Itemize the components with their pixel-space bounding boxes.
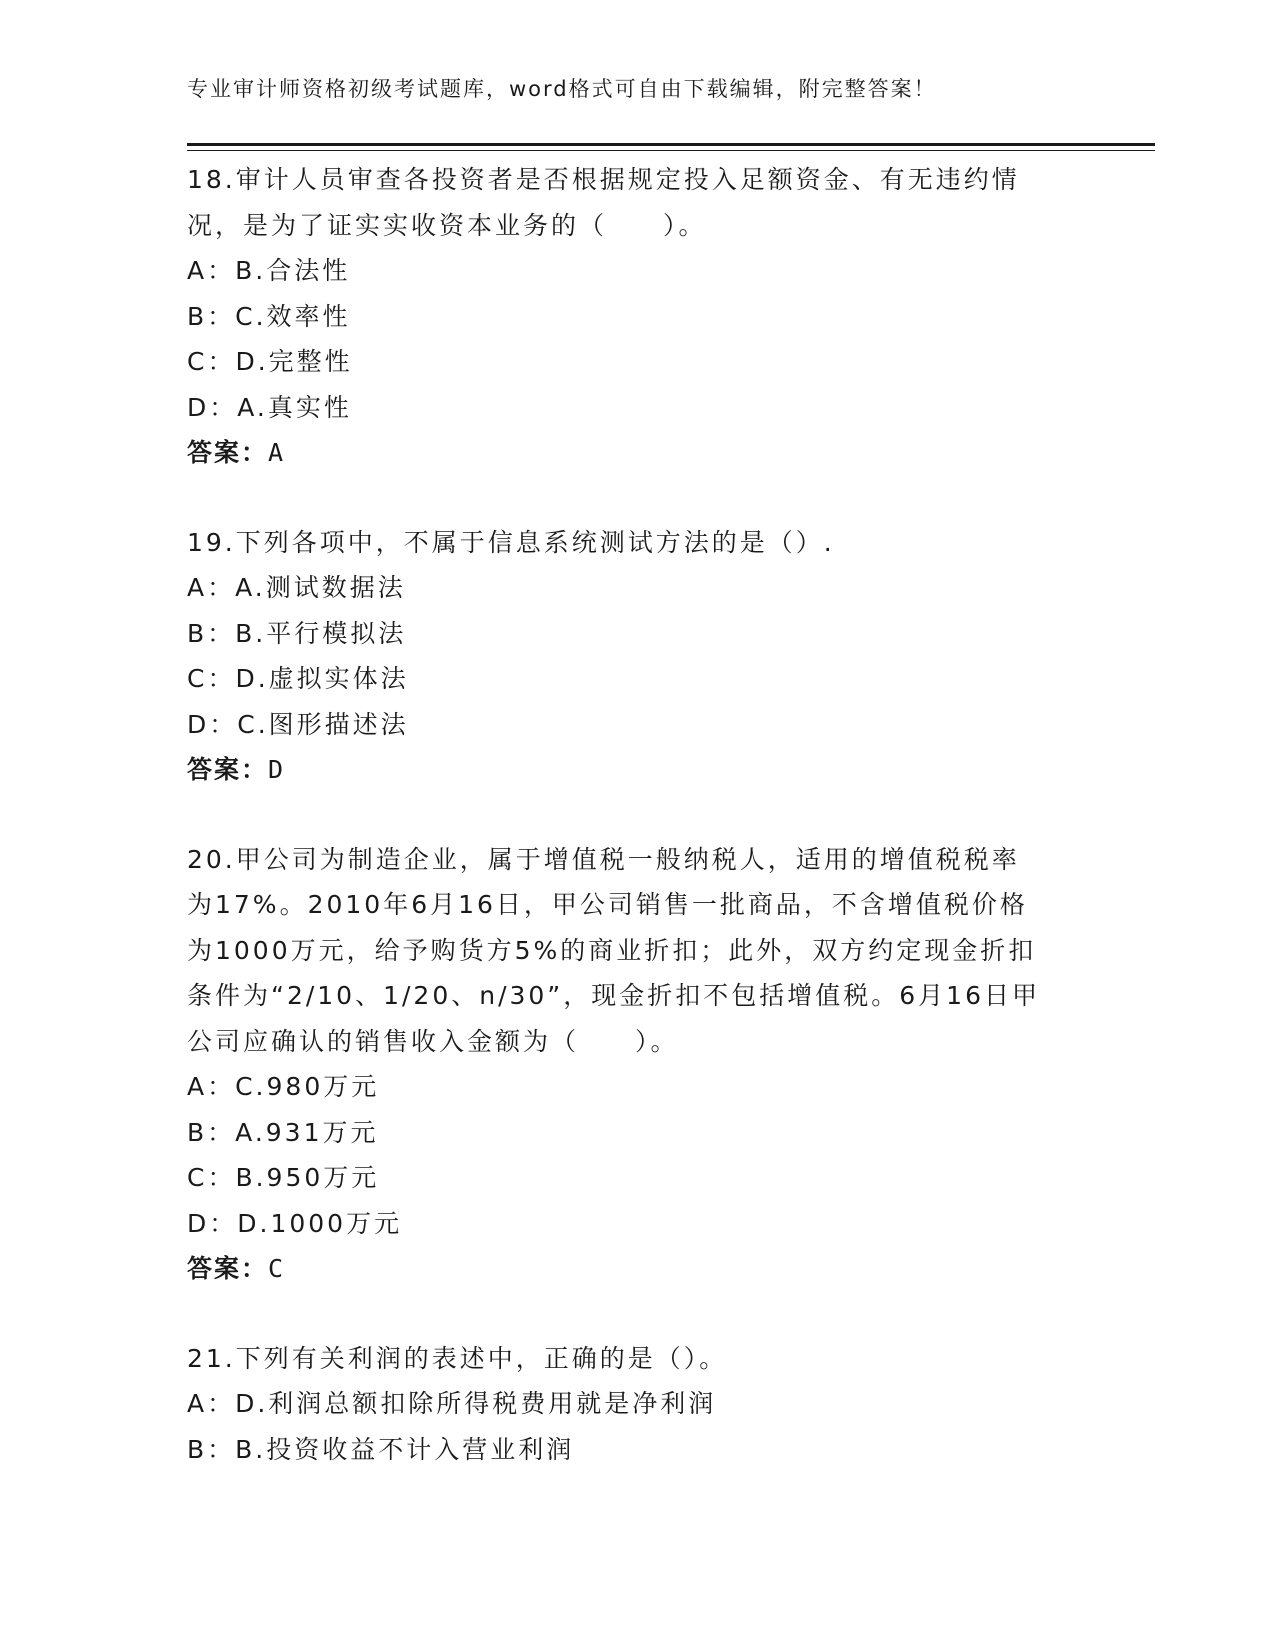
question-21 bbox=[187, 1336, 1107, 1473]
option-c: C：D.完整性 bbox=[187, 347, 353, 376]
question-stem: 20.甲公司为制造企业，属于增值税一般纳税人，适用的增值税税率为17%。2010年6月16日，甲公司销售一批商品，不含增值税价格为1000万元，给予购货方5%的商业折扣；此外，双方约定现金折扣条件为“2/10、1/20、n/30”，现金折扣不包括增值税。6月16日甲公司应确认的销售收入金额为（ ）。 bbox=[187, 844, 1040, 1056]
question-20 bbox=[187, 837, 1107, 1292]
option-c: C：D.虚拟实体法 bbox=[187, 664, 409, 693]
answer-label: 答案： bbox=[187, 755, 269, 784]
question-stem: 18.审计人员审查各投资者是否根据规定投入足额资金、有无违约情况，是为了证实实收资本业务的（ ）。 bbox=[187, 165, 1020, 240]
option-c: C：B.950万元 bbox=[187, 1163, 380, 1192]
answer-line bbox=[187, 747, 1107, 793]
option-a: A：B.合法性 bbox=[187, 256, 351, 285]
answer-value: D bbox=[268, 755, 286, 784]
option-b: B：C.效率性 bbox=[187, 301, 351, 331]
option-a: A：D.利润总额扣除所得税费用就是净利润 bbox=[187, 1389, 717, 1418]
answer-line bbox=[187, 1246, 1107, 1292]
option-a: A：A.测试数据法 bbox=[187, 573, 406, 602]
option-b: B：B.平行模拟法 bbox=[187, 618, 407, 648]
answer-label: 答案： bbox=[187, 438, 269, 467]
header-rule-thin bbox=[187, 150, 1155, 151]
question-stem: 19.下列各项中，不属于信息系统测试方法的是（）. bbox=[187, 527, 835, 557]
answer-label: 答案： bbox=[187, 1254, 269, 1283]
header-rule-thick bbox=[187, 143, 1155, 146]
question-18 bbox=[187, 157, 1107, 476]
question-stem: 21.下列有关利润的表述中，正确的是（）。 bbox=[187, 1343, 728, 1373]
question-list bbox=[187, 157, 1107, 1516]
option-b: B：A.931万元 bbox=[187, 1117, 379, 1147]
option-d: D：A.真实性 bbox=[187, 392, 352, 422]
option-b: B：B.投资收益不计入营业利润 bbox=[187, 1434, 575, 1464]
answer-line bbox=[187, 430, 1107, 476]
question-19 bbox=[187, 520, 1107, 793]
answer-value: C bbox=[268, 1254, 286, 1283]
page-header: 专业审计师资格初级考试题库，word格式可自由下载编辑，附完整答案！ bbox=[187, 77, 937, 101]
option-d: D：C.图形描述法 bbox=[187, 709, 409, 739]
answer-value: A bbox=[268, 438, 286, 467]
option-a: A：C.980万元 bbox=[187, 1072, 380, 1101]
option-d: D：D.1000万元 bbox=[187, 1208, 403, 1238]
